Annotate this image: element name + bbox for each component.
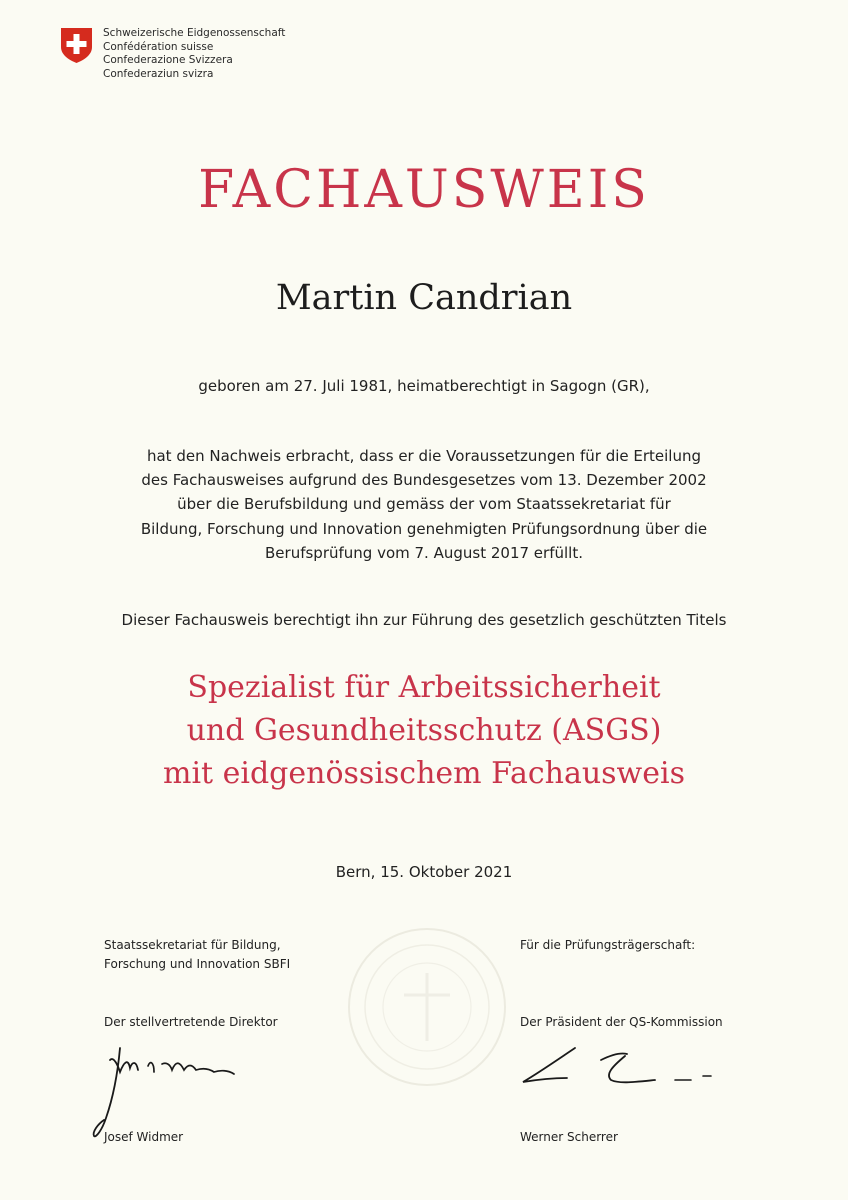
certificate-title: FACHAUSWEIS xyxy=(198,160,650,220)
holder-name: Martin Candrian xyxy=(275,278,573,318)
entitlement-line: Dieser Fachausweis berechtigt ihn zur Führung des gesetzlich geschützten Titels xyxy=(121,611,727,629)
place-date: Bern, 15. Oktober 2021 xyxy=(335,863,513,881)
embossed-seal xyxy=(342,925,512,1090)
body-line: des Fachausweises aufgrund des Bundesgesetzes vom 13. Dezember 2002 xyxy=(141,471,707,490)
body-line: Berufsprüfung vom 7. August 2017 erfüllt. xyxy=(265,543,583,562)
degree-line: mit eidgenössischem Fachausweis xyxy=(163,756,685,791)
body-line: über die Berufsbildung und gemäss der vom Staatssekretariat für xyxy=(177,495,671,514)
right-org-line: Für die Prüfungsträgerschaft: xyxy=(520,938,696,952)
confederation-name-rm: Confederaziun svizra xyxy=(103,67,214,80)
right-signatory-org xyxy=(520,936,695,955)
left-org-line: Staatssekretariat für Bildung, xyxy=(104,938,281,952)
confederation-names xyxy=(103,27,285,81)
left-signatory-role: Der stellvertretende Direktor xyxy=(104,1015,278,1029)
right-signatory-role: Der Präsident der QS-Kommission xyxy=(520,1015,723,1029)
confederation-name-de: Schweizerische Eidgenossenschaft xyxy=(103,27,286,39)
confederation-name-it: Confederazione Svizzera xyxy=(103,54,233,66)
body-line: hat den Nachweis erbracht, dass er die Voraussetzungen für die Erteilung xyxy=(146,447,702,465)
right-handwritten-signature xyxy=(515,1040,715,1100)
swiss-cross-shield-icon xyxy=(60,27,93,64)
confederation-name-fr: Confédération suisse xyxy=(103,40,214,53)
birth-line: geboren am 27. Juli 1981, heimatberechtigt in Sagogn (GR), xyxy=(198,377,650,395)
right-signatory-name: Werner Scherrer xyxy=(520,1130,618,1144)
degree-line: Spezialist für Arbeitssicherheit xyxy=(187,670,661,705)
left-signatory-name: Josef Widmer xyxy=(104,1130,184,1144)
body-paragraph xyxy=(0,444,848,565)
degree-line: und Gesundheitsschutz (ASGS) xyxy=(186,713,662,748)
left-handwritten-signature xyxy=(88,1040,238,1140)
degree-title xyxy=(0,666,848,795)
left-signatory-org xyxy=(104,936,290,974)
left-org-line: Forschung und Innovation SBFI xyxy=(104,957,291,971)
body-line: Bildung, Forschung und Innovation genehmigten Prüfungsordnung über die xyxy=(140,519,708,538)
